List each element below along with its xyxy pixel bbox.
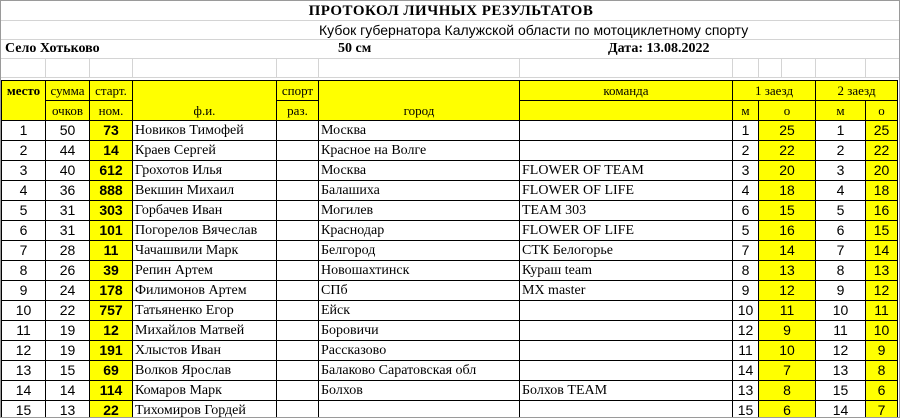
- heat1-place-cell: 3: [733, 161, 759, 181]
- date-label: Дата: 13.08.2022: [608, 41, 710, 56]
- place-cell: 15: [2, 401, 46, 418]
- heat1-points-cell: 8: [759, 381, 816, 401]
- place-cell: 7: [2, 241, 46, 261]
- col-team-header-blank: [520, 101, 733, 121]
- col-sum-header-top: сумма: [46, 81, 90, 101]
- heat1-place-cell: 15: [733, 401, 759, 418]
- rider-name-cell: Грохотов Илья: [133, 161, 277, 181]
- team-cell: [520, 341, 733, 361]
- competition-subtitle: Кубок губернатора Калужской области по мотоциклетному спорту: [319, 22, 749, 38]
- rider-name-cell: Векшин Михаил: [133, 181, 277, 201]
- team-cell: [520, 321, 733, 341]
- heat1-place-cell: 5: [733, 221, 759, 241]
- sport-rank-cell: [277, 121, 319, 141]
- sum-cell: 40: [46, 161, 90, 181]
- heat2-points-cell: 10: [866, 321, 898, 341]
- team-cell: FLOWER OF LIFE: [520, 181, 733, 201]
- col-heat1-place-header: м: [733, 101, 759, 121]
- place-cell: 2: [2, 141, 46, 161]
- sum-cell: 19: [46, 341, 90, 361]
- heat2-place-cell: 7: [816, 241, 866, 261]
- city-cell: Москва: [319, 161, 520, 181]
- team-cell: FLOWER OF LIFE: [520, 221, 733, 241]
- table-row: [2, 201, 898, 221]
- place-cell: 13: [2, 361, 46, 381]
- place-cell: 1: [2, 121, 46, 141]
- rider-name-cell: Филимонов Артем: [133, 281, 277, 301]
- heat1-points-cell: 10: [759, 341, 816, 361]
- start-number-cell: 69: [90, 361, 133, 381]
- heat2-place-cell: 3: [816, 161, 866, 181]
- sum-cell: 31: [46, 221, 90, 241]
- heat2-points-cell: 25: [866, 121, 898, 141]
- heat2-place-cell: 10: [816, 301, 866, 321]
- city-cell: Красное на Волге: [319, 141, 520, 161]
- place-cell: 9: [2, 281, 46, 301]
- heat1-place-cell: 7: [733, 241, 759, 261]
- heat2-place-cell: 11: [816, 321, 866, 341]
- sport-rank-cell: [277, 261, 319, 281]
- col-heat1-header: 1 заезд: [733, 81, 816, 101]
- heat2-points-cell: 20: [866, 161, 898, 181]
- team-cell: СТК Белогорье: [520, 241, 733, 261]
- place-cell: 14: [2, 381, 46, 401]
- city-cell: Москва: [319, 121, 520, 141]
- sport-rank-cell: [277, 181, 319, 201]
- city-cell: Боровичи: [319, 321, 520, 341]
- sport-rank-cell: [277, 281, 319, 301]
- col-team-header: команда: [520, 81, 733, 101]
- col-sport-header-top: спорт: [277, 81, 319, 101]
- heat1-points-cell: 15: [759, 201, 816, 221]
- col-heat2-header: 2 заезд: [816, 81, 898, 101]
- col-sport-header-bottom: раз.: [277, 101, 319, 121]
- rider-name-cell: Погорелов Вячеслав: [133, 221, 277, 241]
- rider-name-cell: Горбачев Иван: [133, 201, 277, 221]
- table-row: [2, 401, 898, 418]
- rider-name-cell: Хлыстов Иван: [133, 341, 277, 361]
- team-cell: Кураш team: [520, 261, 733, 281]
- sport-rank-cell: [277, 361, 319, 381]
- rider-name-cell: Комаров Марк: [133, 381, 277, 401]
- heat2-points-cell: 6: [866, 381, 898, 401]
- start-number-cell: 178: [90, 281, 133, 301]
- rider-name-cell: Татьяненко Егор: [133, 301, 277, 321]
- rider-name-cell: Репин Артем: [133, 261, 277, 281]
- start-number-cell: 101: [90, 221, 133, 241]
- table-row: [2, 361, 898, 381]
- heat1-place-cell: 14: [733, 361, 759, 381]
- heat2-place-cell: 8: [816, 261, 866, 281]
- team-cell: MX master: [520, 281, 733, 301]
- heat1-place-cell: 8: [733, 261, 759, 281]
- heat1-points-cell: 9: [759, 321, 816, 341]
- heat2-place-cell: 6: [816, 221, 866, 241]
- sum-cell: 15: [46, 361, 90, 381]
- heat1-points-cell: 13: [759, 261, 816, 281]
- sport-rank-cell: [277, 141, 319, 161]
- team-cell: [520, 301, 733, 321]
- heat1-points-cell: 12: [759, 281, 816, 301]
- heat2-points-cell: 7: [866, 401, 898, 418]
- heat2-points-cell: 15: [866, 221, 898, 241]
- heat2-place-cell: 14: [816, 401, 866, 418]
- table-row: [2, 301, 898, 321]
- heat2-points-cell: 11: [866, 301, 898, 321]
- heat1-points-cell: 18: [759, 181, 816, 201]
- team-cell: TEAM 303: [520, 201, 733, 221]
- heat1-place-cell: 6: [733, 201, 759, 221]
- sport-rank-cell: [277, 301, 319, 321]
- results-table: [1, 80, 898, 418]
- city-cell: Краснодар: [319, 221, 520, 241]
- header-row-1: [2, 81, 898, 101]
- table-row: [2, 221, 898, 241]
- city-cell: Балаково Саратовская обл: [319, 361, 520, 381]
- heat2-points-cell: 9: [866, 341, 898, 361]
- col-heat1-points-header: о: [759, 101, 816, 121]
- sport-rank-cell: [277, 321, 319, 341]
- start-number-cell: 191: [90, 341, 133, 361]
- heat2-place-cell: 5: [816, 201, 866, 221]
- table-row: [2, 281, 898, 301]
- sum-cell: 36: [46, 181, 90, 201]
- table-row: [2, 341, 898, 361]
- heat1-place-cell: 13: [733, 381, 759, 401]
- city-cell: Рассказово: [319, 341, 520, 361]
- heat1-points-cell: 22: [759, 141, 816, 161]
- sport-rank-cell: [277, 341, 319, 361]
- table-row: [2, 381, 898, 401]
- heat1-points-cell: 7: [759, 361, 816, 381]
- heat2-points-cell: 13: [866, 261, 898, 281]
- sport-rank-cell: [277, 201, 319, 221]
- team-cell: FLOWER OF TEAM: [520, 161, 733, 181]
- team-cell: [520, 361, 733, 381]
- col-heat2-place-header: м: [816, 101, 866, 121]
- heat1-place-cell: 2: [733, 141, 759, 161]
- table-row: [2, 321, 898, 341]
- start-number-cell: 39: [90, 261, 133, 281]
- heat1-place-cell: 1: [733, 121, 759, 141]
- heat2-place-cell: 15: [816, 381, 866, 401]
- sum-cell: 19: [46, 321, 90, 341]
- page-title: ПРОТОКОЛ ЛИЧНЫХ РЕЗУЛЬТАТОВ: [308, 3, 594, 19]
- heat2-points-cell: 18: [866, 181, 898, 201]
- rider-name-cell: Волков Ярослав: [133, 361, 277, 381]
- col-place-header: место: [2, 81, 46, 121]
- heat2-place-cell: 1: [816, 121, 866, 141]
- col-heat2-points-header: о: [866, 101, 898, 121]
- team-cell: Болхов TEAM: [520, 381, 733, 401]
- heat2-points-cell: 22: [866, 141, 898, 161]
- team-cell: [520, 121, 733, 141]
- heat2-place-cell: 2: [816, 141, 866, 161]
- heat2-place-cell: 12: [816, 341, 866, 361]
- city-cell: [319, 401, 520, 418]
- sport-rank-cell: [277, 381, 319, 401]
- heat1-place-cell: 11: [733, 341, 759, 361]
- place-cell: 3: [2, 161, 46, 181]
- start-number-cell: 14: [90, 141, 133, 161]
- col-name-header: ф.и.: [133, 81, 277, 121]
- rider-name-cell: Чачашвили Марк: [133, 241, 277, 261]
- heat1-points-cell: 11: [759, 301, 816, 321]
- table-row: [2, 121, 898, 141]
- col-start-header-top: старт.: [90, 81, 133, 101]
- heat1-points-cell: 14: [759, 241, 816, 261]
- city-cell: Новошахтинск: [319, 261, 520, 281]
- col-start-header-bottom: ном.: [90, 101, 133, 121]
- sum-cell: 13: [46, 401, 90, 418]
- place-cell: 8: [2, 261, 46, 281]
- sport-rank-cell: [277, 401, 319, 418]
- city-cell: Балашиха: [319, 181, 520, 201]
- start-number-cell: 11: [90, 241, 133, 261]
- place-cell: 12: [2, 341, 46, 361]
- place-cell: 10: [2, 301, 46, 321]
- heat2-points-cell: 12: [866, 281, 898, 301]
- heat2-place-cell: 9: [816, 281, 866, 301]
- table-row: [2, 261, 898, 281]
- col-sum-header-bottom: очков: [46, 101, 90, 121]
- city-cell: Белгород: [319, 241, 520, 261]
- sum-cell: 14: [46, 381, 90, 401]
- rider-name-cell: Новиков Тимофей: [133, 121, 277, 141]
- sum-cell: 31: [46, 201, 90, 221]
- heat2-place-cell: 4: [816, 181, 866, 201]
- city-cell: СПб: [319, 281, 520, 301]
- sum-cell: 24: [46, 281, 90, 301]
- team-cell: [520, 141, 733, 161]
- place-cell: 5: [2, 201, 46, 221]
- sport-rank-cell: [277, 221, 319, 241]
- heat1-points-cell: 25: [759, 121, 816, 141]
- class-label: 50 см: [338, 41, 372, 56]
- sum-cell: 26: [46, 261, 90, 281]
- heat1-place-cell: 4: [733, 181, 759, 201]
- sum-cell: 22: [46, 301, 90, 321]
- start-number-cell: 12: [90, 321, 133, 341]
- heat2-points-cell: 16: [866, 201, 898, 221]
- heat1-place-cell: 12: [733, 321, 759, 341]
- heat2-points-cell: 14: [866, 241, 898, 261]
- team-cell: [520, 401, 733, 418]
- rider-name-cell: Михайлов Матвей: [133, 321, 277, 341]
- venue-label: Село Хотьково: [5, 41, 100, 56]
- start-number-cell: 22: [90, 401, 133, 418]
- heat2-place-cell: 13: [816, 361, 866, 381]
- city-cell: Ейск: [319, 301, 520, 321]
- place-cell: 4: [2, 181, 46, 201]
- heat1-points-cell: 6: [759, 401, 816, 418]
- heat1-place-cell: 10: [733, 301, 759, 321]
- col-city-header: город: [319, 81, 520, 121]
- table-row: [2, 181, 898, 201]
- start-number-cell: 114: [90, 381, 133, 401]
- table-row: [2, 241, 898, 261]
- place-cell: 11: [2, 321, 46, 341]
- sum-cell: 50: [46, 121, 90, 141]
- start-number-cell: 303: [90, 201, 133, 221]
- table-row: [2, 161, 898, 181]
- sport-rank-cell: [277, 241, 319, 261]
- city-cell: Болхов: [319, 381, 520, 401]
- heat1-points-cell: 16: [759, 221, 816, 241]
- start-number-cell: 73: [90, 121, 133, 141]
- heat1-points-cell: 20: [759, 161, 816, 181]
- heat1-place-cell: 9: [733, 281, 759, 301]
- city-cell: Могилев: [319, 201, 520, 221]
- place-cell: 6: [2, 221, 46, 241]
- rider-name-cell: Краев Сергей: [133, 141, 277, 161]
- sum-cell: 28: [46, 241, 90, 261]
- rider-name-cell: Тихомиров Гордей: [133, 401, 277, 418]
- table-row: [2, 141, 898, 161]
- start-number-cell: 612: [90, 161, 133, 181]
- start-number-cell: 757: [90, 301, 133, 321]
- start-number-cell: 888: [90, 181, 133, 201]
- sum-cell: 44: [46, 141, 90, 161]
- heat2-points-cell: 8: [866, 361, 898, 381]
- sport-rank-cell: [277, 161, 319, 181]
